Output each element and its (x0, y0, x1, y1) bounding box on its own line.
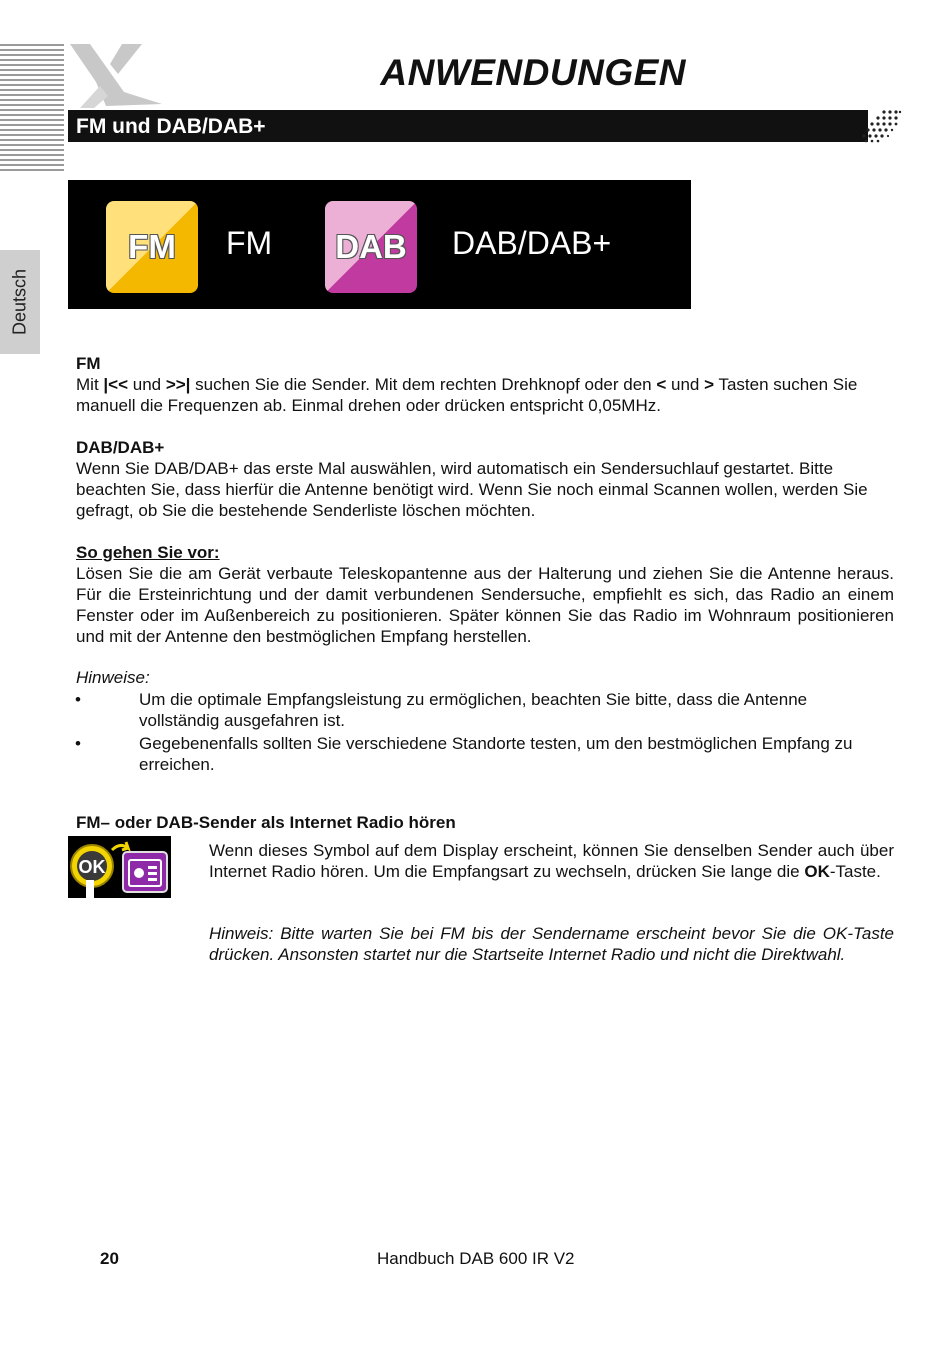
section-title: FM und DAB/DAB+ (76, 115, 266, 138)
bullet-dot: • (75, 734, 81, 753)
fm-text-1: Mit (76, 375, 104, 394)
internet-radio-hint: Hinweis: Bitte warten Sie bei FM bis der Sendername erscheint bevor Sie die OK-Taste drücken. Ansonsten startet nur die Startseite Internet Radio und nicht die Direktwahl. (209, 924, 894, 964)
fm-key-left: < (656, 375, 667, 394)
note-item: Um die optimale Empfangsleistung zu ermöglichen, beachten Sie bitte, dass die Antenne vollständig ausgefahren ist. (139, 690, 808, 730)
fm-text-2: und (128, 375, 166, 394)
internet-radio-text-1: Wenn dieses Symbol auf dem Display erscheint, können Sie denselben Sender auch über Internet Radio hören. Um die Empfangsart zu wechseln, drücken Sie lange die (209, 841, 894, 881)
fm-text-4: und (666, 375, 705, 394)
fm-paragraph (76, 374, 894, 416)
bar-dot-pattern (860, 108, 902, 144)
ok-internet-radio-icon (68, 836, 171, 898)
notes-heading: Hinweise: (76, 668, 150, 687)
fm-text-3: suchen Sie die Sender. Mit dem rechten Drehknopf oder den (190, 375, 657, 394)
fm-label: FM (226, 225, 273, 261)
fm-text-5: Tasten suchen Sie manuell die Frequenzen ab. Einmal drehen oder drücken entspricht 0,05MHz. (76, 375, 858, 415)
header-stripes (0, 44, 64, 172)
steps-paragraph: Lösen Sie die am Gerät verbaute Teleskopantenne aus der Halterung und ziehen Sie die Antenne heraus. Für die Ersteinrichtung und der damit verbundenen Sendersuche, empfiehlt es sich, das Radio an einem Fenster oder im Außenbereich zu positionieren. Später können Sie das Radio im Wohnraum positionieren und mit der Antenne den bestmöglichen Empfang herstellen. (76, 564, 894, 646)
internet-radio-paragraph (209, 840, 894, 882)
dab-heading: DAB/DAB+ (76, 438, 165, 457)
dab-icon-text: DAB (335, 228, 407, 265)
fm-key-right: > (704, 375, 715, 394)
dab-paragraph: Wenn Sie DAB/DAB+ das erste Mal auswählen, wird automatisch ein Sendersuchlauf gestartet. Bitte beachten Sie, dass hierfür die Antenne benötigt wird. Wenn Sie noch einmal Scannen wollen, werden Sie gefragt, ob Sie die bestehende Senderliste löschen möchten. (76, 459, 868, 520)
internet-radio-heading: FM– oder DAB-Sender als Internet Radio hören (76, 813, 456, 832)
internet-radio-text-2: -Taste. (829, 862, 881, 881)
fm-heading: FM (76, 354, 101, 373)
bullet-dot: • (75, 690, 81, 709)
fm-icon (106, 201, 198, 293)
language-tab-label: Deutsch (9, 268, 30, 336)
fm-key-prev: |<< (103, 375, 129, 394)
brand-logo-x (66, 42, 166, 110)
steps-heading: So gehen Sie vor: (76, 543, 220, 562)
fm-icon-text: FM (128, 228, 176, 265)
mode-banner (68, 180, 691, 309)
fm-key-next: >>| (165, 375, 191, 394)
page-title: ANWENDUNGEN (380, 52, 686, 93)
note-item: Gegebenenfalls sollten Sie verschiedene Standorte testen, um den bestmöglichen Empfang zu erreichen. (139, 734, 853, 774)
manual-title: Handbuch DAB 600 IR V2 (377, 1249, 575, 1268)
page-number: 20 (100, 1249, 119, 1268)
ok-key: OK (804, 862, 830, 881)
language-tab (0, 250, 40, 354)
dab-icon (325, 201, 417, 293)
dab-label: DAB/DAB+ (452, 225, 612, 261)
ok-icon-text: OK (78, 857, 106, 877)
